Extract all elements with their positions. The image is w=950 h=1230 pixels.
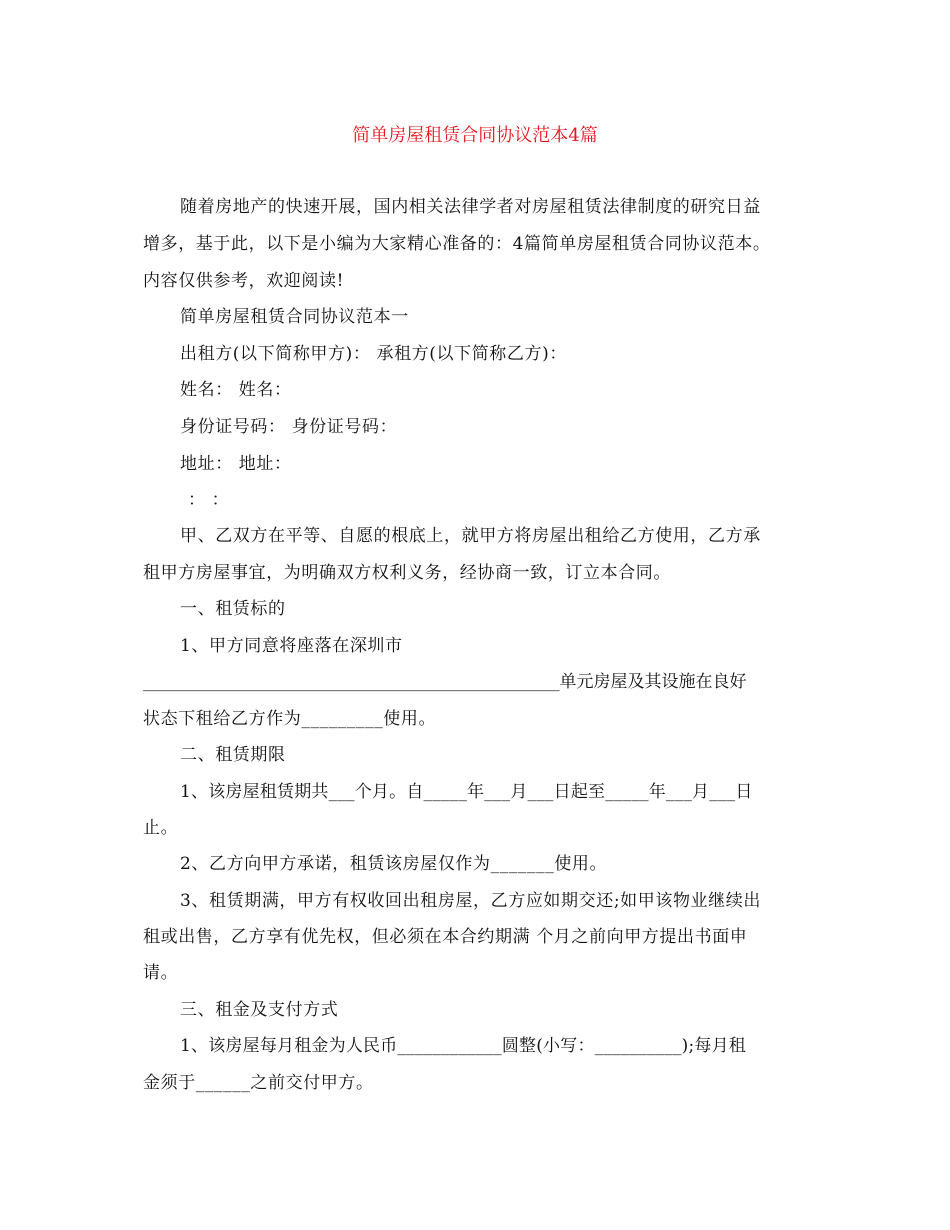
clause1-heading: 一、租赁标的: [180, 599, 286, 619]
clause1-item1-line-1: 1、甲方同意将座落在深圳市: [180, 636, 403, 656]
preamble-line-1: 甲、乙双方在平等、自愿的根底上，就甲方将房屋出租给乙方使用，乙方承: [180, 526, 761, 546]
intro-line-2: 增多，基于此，以下是小编为大家精心准备的：4篇简单房屋租赁合同协议范本。: [143, 234, 771, 254]
address-line: 地址： 地址：: [180, 454, 292, 474]
section-title: 简单房屋租赁合同协议范本一: [180, 307, 409, 327]
clause2-item3-line-3: 请。: [143, 963, 179, 983]
intro-line-1: 随着房地产的快速开展，国内相关法律学者对房屋租赁法律制度的研究日益: [180, 197, 761, 217]
clause3-item1-line-1: 1、该房屋每月租金为人民币____________圆整(小写：__________);每月租: [180, 1036, 747, 1056]
id-number-line: 身份证号码： 身份证号码：: [180, 417, 398, 437]
clause2-item1-line-2: 止。: [143, 818, 179, 838]
clause3-item1-line-2: 金须于______之前交付甲方。: [143, 1073, 374, 1093]
clause2-item1-line-1: 1、该房屋租赁期共___个月。自_____年___月___日起至_____年___月___日: [180, 782, 753, 802]
preamble-line-2: 租甲方房屋事宜，为明确双方权利义务，经协商一致，订立本合同。: [143, 563, 671, 583]
intro-line-3: 内容仅供参考，欢迎阅读!: [143, 271, 345, 291]
document-title: 简单房屋租赁合同协议范本4篇: [352, 125, 598, 146]
clause2-item3-line-1: 3、租赁期满，甲方有权收回出租房屋，乙方应如期交还;如甲该物业继续出: [180, 891, 761, 911]
parties-line: 出租方(以下简称甲方)： 承租方(以下简称乙方)：: [180, 344, 567, 364]
clause2-heading: 二、租赁期限: [180, 745, 286, 765]
clause2-item2: 2、乙方向甲方承诺，租赁该房屋仅作为_______使用。: [180, 854, 608, 874]
clause2-item3-line-2: 租或出售，乙方享有优先权，但必须在本合约期满 个月之前向甲方提出书面申: [143, 927, 748, 947]
name-line: 姓名： 姓名：: [180, 380, 292, 400]
colons-line: ： ：: [188, 490, 230, 510]
clause1-item1-line-2: _________________________________________________单元房屋及其设施在良好: [143, 672, 747, 692]
clause1-item1-line-3: 状态下租给乙方作为_________使用。: [143, 709, 437, 729]
clause3-heading: 三、租金及支付方式: [180, 1000, 339, 1020]
